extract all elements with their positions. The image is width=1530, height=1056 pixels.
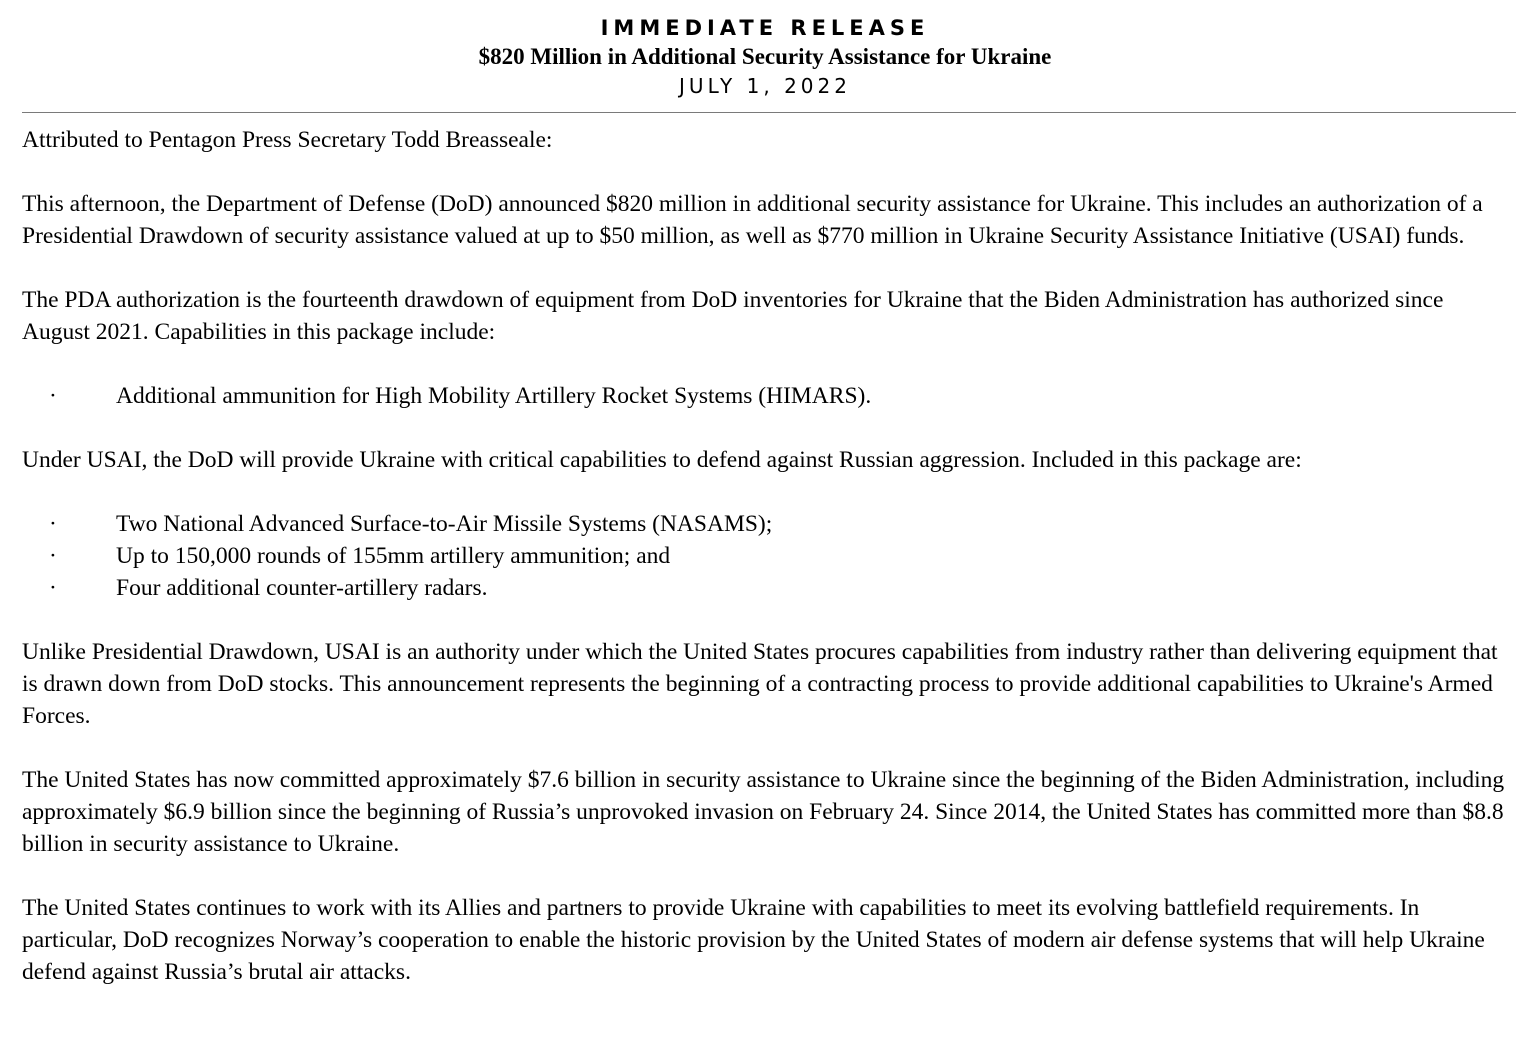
list-item	[22, 380, 1512, 412]
release-date: JULY 1, 2022	[679, 74, 851, 98]
header-divider	[22, 112, 1516, 113]
paragraph-usai: Under USAI, the DoD will provide Ukraine with critical capabilities to defend against Russian aggression. Included in this package are:	[22, 447, 1302, 473]
bullet-icon: ·	[49, 383, 57, 409]
list-item-text: Two National Advanced Surface-to-Air Missile Systems (NASAMS);	[116, 511, 773, 537]
paragraph-allies: The United States continues to work with its Allies and partners to provide Ukraine with capabilities to meet its evolving battlefield requirements. In particular, DoD recognizes Norway’s cooperation to enable the historic provision by the United States of modern air defense systems that will help Ukraine defend against Russia’s brutal air attacks.	[22, 895, 1485, 985]
bullet-icon: ·	[49, 575, 57, 601]
list-item	[22, 540, 1512, 572]
attribution: Attributed to Pentagon Press Secretary Todd Breasseale:	[22, 127, 553, 153]
paragraph-usai-explainer: Unlike Presidential Drawdown, USAI is an authority under which the United States procures capabilities from industry rather than delivering equipment that is drawn down from DoD stocks. This announcement represents the beginning of a contracting process to provide additional capabilities to Ukraine's Armed Forces.	[22, 639, 1498, 729]
release-header	[0, 0, 1530, 100]
release-kicker: IMMEDIATE RELEASE	[600, 16, 930, 40]
bullet-icon: ·	[49, 511, 57, 537]
list-item	[22, 572, 1512, 604]
paragraph-totals: The United States has now committed approximately $7.6 billion in security assistance to Ukraine since the beginning of the Biden Administration, including approximately $6.9 billion since the beginning of Russia’s unprovoked invasion on February 24. Since 2014, the United States has committed more than $8.8 billion in security assistance to Ukraine.	[22, 767, 1505, 857]
paragraph-announcement: This afternoon, the Department of Defense (DoD) announced $820 million in additional security assistance for Ukraine. This includes an authorization of a Presidential Drawdown of security assistance valued at up to $50 million, as well as $770 million in Ukraine Security Assistance Initiative (USAI) funds.	[22, 191, 1483, 249]
bullet-icon: ·	[49, 543, 57, 569]
list-item-text: Up to 150,000 rounds of 155mm artillery ammunition; and	[116, 543, 671, 569]
list-item-text: Additional ammunition for High Mobility Artillery Rocket Systems (HIMARS).	[116, 383, 872, 409]
release-body	[22, 124, 1512, 1020]
release-title: $820 Million in Additional Security Assistance for Ukraine	[478, 44, 1052, 69]
pda-capabilities-list	[22, 380, 1512, 412]
paragraph-pda: The PDA authorization is the fourteenth drawdown of equipment from DoD inventories for Ukraine that the Biden Administration has authorized since August 2021. Capabilities in this package include:	[22, 287, 1444, 345]
usai-capabilities-list	[22, 508, 1512, 604]
list-item-text: Four additional counter-artillery radars.	[116, 575, 488, 601]
list-item	[22, 508, 1512, 540]
